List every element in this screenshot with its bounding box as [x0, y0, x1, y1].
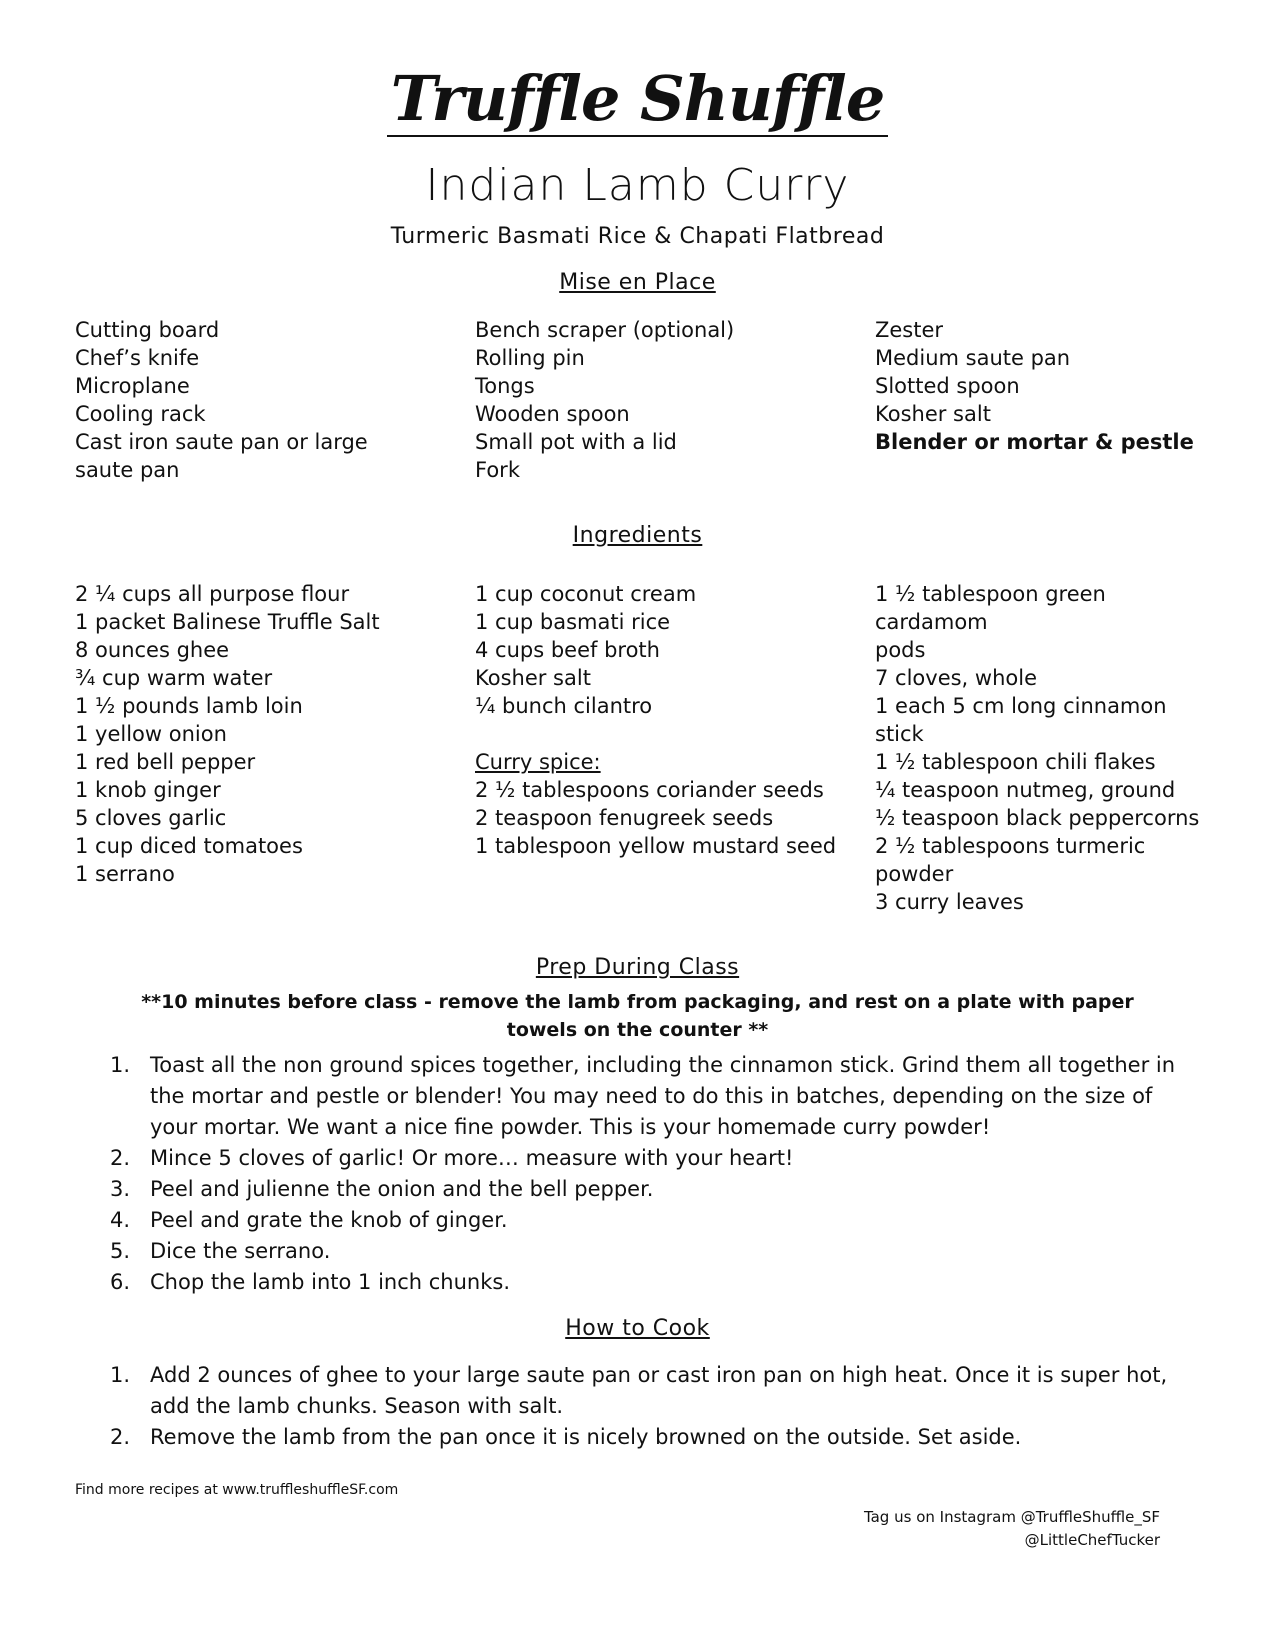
step-number: 4.	[110, 1208, 131, 1232]
list-item: ¼ teaspoon nutmeg, ground	[875, 778, 1176, 802]
step-number: 5.	[110, 1239, 131, 1263]
step-number: 6.	[110, 1270, 131, 1294]
footer-instagram	[760, 1506, 1160, 1552]
step-text: Peel and grate the knob of ginger.	[150, 1208, 508, 1232]
step-text: Chop the lamb into 1 inch chunks.	[150, 1270, 510, 1294]
list-item: Bench scraper (optional)	[475, 318, 735, 342]
prep-steps	[110, 1050, 1200, 1298]
prep-step	[110, 1205, 1200, 1236]
list-item: Small pot with a lid	[475, 430, 677, 454]
list-item: 5 cloves garlic	[75, 806, 227, 830]
list-item: 8 ounces ghee	[75, 638, 230, 662]
list-item: Kosher salt	[875, 402, 991, 426]
ingredients-col-2	[475, 580, 845, 860]
mise-col-3	[875, 316, 1215, 456]
list-item: 1 packet Balinese Truffle Salt	[75, 610, 380, 634]
list-item: pods	[875, 638, 926, 662]
list-item: Cutting board	[75, 318, 220, 342]
mise-col-2	[475, 316, 845, 484]
list-item: ¾ cup warm water	[75, 666, 273, 690]
list-item: 1 cup basmati rice	[475, 610, 671, 634]
mise-en-place-heading: Mise en Place	[559, 270, 716, 295]
logo-text: Truffle Shuffle	[387, 62, 889, 137]
step-text: Remove the lamb from the pan once it is nicely browned on the outside. Set aside.	[150, 1425, 1022, 1449]
list-item: Tongs	[475, 374, 535, 398]
list-item: Medium saute pan	[875, 346, 1071, 370]
list-item: ½ teaspoon black peppercorns	[875, 806, 1200, 830]
list-item: Rolling pin	[475, 346, 585, 370]
list-item: 2 ½ tablespoons turmeric powder	[875, 834, 1146, 886]
step-number: 1.	[110, 1053, 131, 1077]
step-number: 2.	[110, 1146, 131, 1170]
list-item: Chef’s knife	[75, 346, 200, 370]
list-item: 1 ½ tablespoon chili flakes	[875, 750, 1156, 774]
prep-note: **10 minutes before class - remove the lamb from packaging, and rest on a plate with paper towels on the counter **	[141, 991, 1134, 1041]
cook-step	[110, 1422, 1200, 1453]
list-item: Microplane	[75, 374, 190, 398]
ingredients-heading: Ingredients	[572, 523, 703, 548]
list-item: 2 ½ tablespoons coriander seeds	[475, 778, 824, 802]
spacer	[475, 720, 845, 748]
list-item: 1 each 5 cm long cinnamon stick	[875, 694, 1167, 746]
list-item: ¼ bunch cilantro	[475, 694, 653, 718]
list-item: 7 cloves, whole	[875, 666, 1037, 690]
prep-heading: Prep During Class	[535, 955, 740, 980]
list-item: Wooden spoon	[475, 402, 630, 426]
list-item: 2 teaspoon fenugreek seeds	[475, 806, 774, 830]
cook-heading: How to Cook	[565, 1316, 710, 1341]
list-item: 1 ½ pounds lamb loin	[75, 694, 303, 718]
list-item: Kosher salt	[475, 666, 591, 690]
step-text: Peel and julienne the onion and the bell pepper.	[150, 1177, 654, 1201]
prep-step	[110, 1143, 1200, 1174]
curry-spice-label: Curry spice:	[475, 750, 601, 774]
recipe-title: Indian Lamb Curry	[425, 160, 850, 211]
prep-step	[110, 1050, 1200, 1143]
step-text: Add 2 ounces of ghee to your large saute pan or cast iron pan on high heat. Once it is super hot, add the lamb chunks. Season with salt.	[150, 1363, 1168, 1418]
step-text: Toast all the non ground spices together, including the cinnamon stick. Grind them all together in the mortar and pestle or blender! You may need to do this in batches, depending on the size of your mortar. We want a nice fine powder. This is your homemade curry powder!	[150, 1053, 1176, 1139]
list-item: Cast iron saute pan or large	[75, 430, 368, 454]
list-item: 1 red bell pepper	[75, 750, 256, 774]
ingredients-col-3	[875, 580, 1215, 916]
list-item: Fork	[475, 458, 520, 482]
list-item: 1 yellow onion	[75, 722, 227, 746]
list-item: 3 curry leaves	[875, 890, 1024, 914]
brand-logo	[0, 62, 1275, 135]
step-number: 1.	[110, 1363, 131, 1387]
ingredients-col-1	[75, 580, 445, 888]
list-item: Cooling rack	[75, 402, 206, 426]
mise-col-1	[75, 316, 445, 484]
list-item: 1 tablespoon yellow mustard seed	[475, 834, 837, 858]
list-item: 1 knob ginger	[75, 778, 221, 802]
step-text: Mince 5 cloves of garlic! Or more… measure with your heart!	[150, 1146, 794, 1170]
step-number: 2.	[110, 1425, 131, 1449]
list-item: 1 serrano	[75, 862, 175, 886]
list-item: 2 ¼ cups all purpose flour	[75, 582, 350, 606]
list-item: 1 cup coconut cream	[475, 582, 697, 606]
footer-website: Find more recipes at www.truffleshuffleSF.com	[75, 1482, 399, 1498]
list-item: saute pan	[75, 458, 180, 482]
prep-step	[110, 1267, 1200, 1298]
list-item: 1 ½ tablespoon green cardamom	[875, 582, 1106, 634]
cook-step	[110, 1360, 1200, 1422]
instagram-line-2: @LittleChefTucker	[1024, 1531, 1160, 1549]
list-item: Zester	[875, 318, 944, 342]
instagram-line-1: Tag us on Instagram @TruffleShuffle_SF	[863, 1508, 1160, 1526]
recipe-subtitle: Turmeric Basmati Rice & Chapati Flatbread	[390, 224, 885, 249]
list-item: 4 cups beef broth	[475, 638, 660, 662]
list-item-bold: Blender or mortar & pestle	[875, 430, 1194, 454]
cook-steps	[110, 1360, 1200, 1453]
prep-step	[110, 1236, 1200, 1267]
list-item: 1 cup diced tomatoes	[75, 834, 303, 858]
step-number: 3.	[110, 1177, 131, 1201]
step-text: Dice the serrano.	[150, 1239, 331, 1263]
list-item: Slotted spoon	[875, 374, 1020, 398]
prep-step	[110, 1174, 1200, 1205]
